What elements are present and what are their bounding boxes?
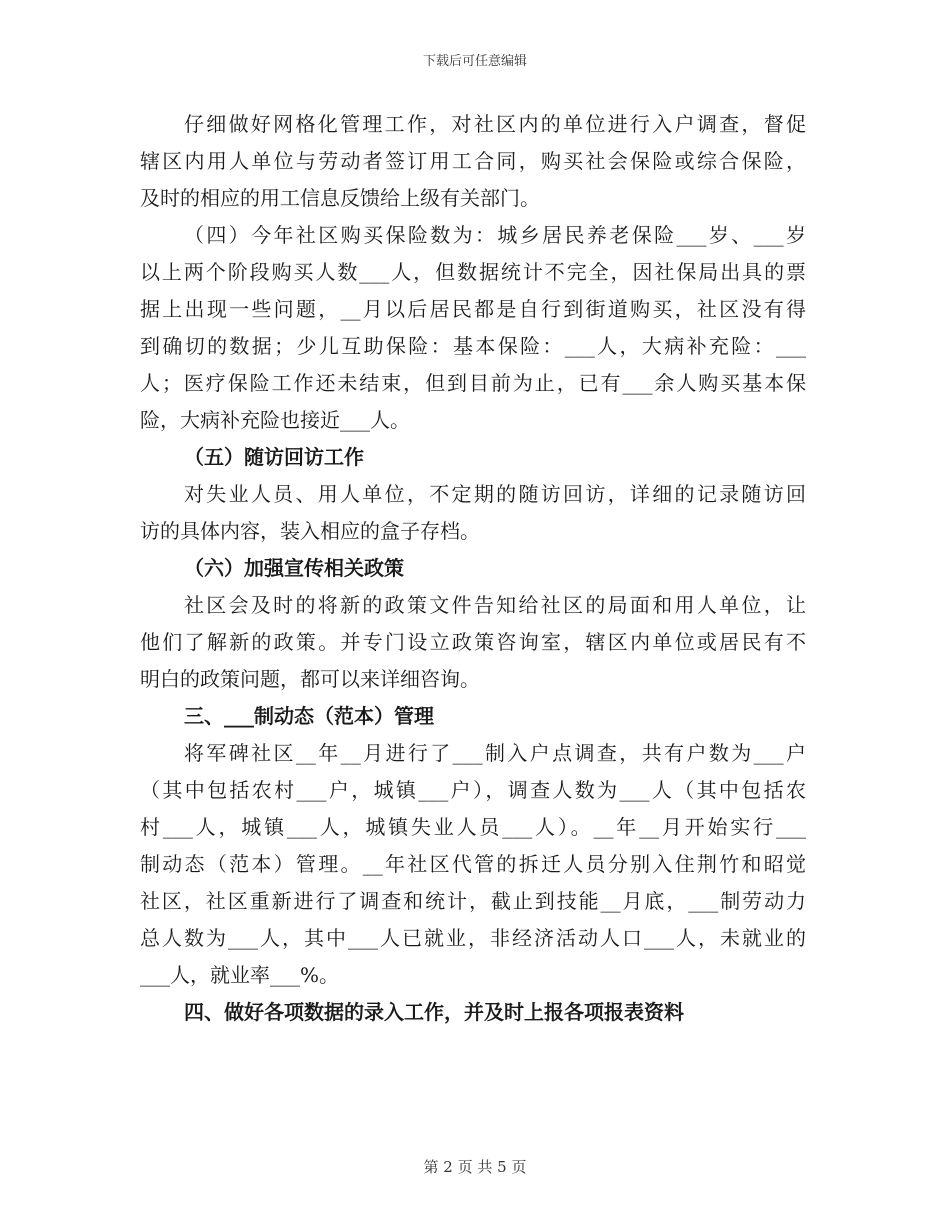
text-line: 以上两个阶段购买人数___人，但数据统计不完全，因社保局出具的票 (140, 260, 806, 284)
text-line: 村___人，城镇___人，城镇失业人员___人）。__年__月开始实行___ (140, 815, 806, 839)
text-line: 总人数为___人，其中___人已就业，非经济活动人口___人，未就业的 (140, 926, 806, 950)
text-line: 访的具体内容，装入相应的盒子存档。 (140, 519, 480, 543)
page-number: 第 2 页 共 5 页 (423, 1158, 527, 1176)
text-line: 仔细做好网格化管理工作，对社区内的单位进行入户调查，督促 (184, 112, 806, 136)
text-line: 他们了解新的政策。并专门设立政策咨询室，辖区内单位或居民有不 (140, 630, 806, 654)
text-line: 制动态（范本）管理。__年社区代管的拆迁人员分别入住荆竹和昭觉 (140, 852, 806, 876)
text-line: 到确切的数据；少儿互助保险：基本保险：___人，大病补充险：___ (140, 334, 806, 358)
section-heading: 三、___制动态（范本）管理 (184, 704, 434, 728)
text-line: 及时的相应的用工信息反馈给上级有关部门。 (140, 186, 540, 210)
text-line: 明白的政策问题，都可以来详细咨询。 (140, 667, 480, 691)
text-line: 对失业人员、用人单位，不定期的随访回访，详细的记录随访回 (184, 482, 806, 506)
section-heading: （五）随访回访工作 (184, 445, 364, 469)
text-line: （四）今年社区购买保险数为：城乡居民养老保险___岁、___岁 (184, 223, 806, 247)
text-line: 社区会及时的将新的政策文件告知给社区的局面和用人单位，让 (184, 593, 806, 617)
text-line: 将军碑社区__年__月进行了___制入户点调查，共有户数为___户 (184, 741, 806, 765)
text-line: 据上出现一些问题，__月以后居民都是自行到街道购买，社区没有得 (140, 297, 806, 321)
text-line: 辖区内用人单位与劳动者签订用工合同，购买社会保险或综合保险， (140, 149, 806, 173)
page-header-note: 下载后可任意编辑 (422, 54, 527, 69)
text-line: 险，大病补充险也接近___人。 (140, 408, 410, 432)
section-heading: 四、做好各项数据的录入工作，并及时上报各项报表资料 (184, 1000, 684, 1024)
text-line: 人；医疗保险工作还未结束，但到目前为止，已有___余人购买基本保 (140, 371, 806, 395)
text-line: （其中包括农村___户，城镇___户），调查人数为___人（其中包括农 (140, 778, 806, 802)
section-heading: （六）加强宣传相关政策 (184, 556, 404, 580)
text-line: 社区，社区重新进行了调查和统计，截止到技能__月底，___制劳动力 (140, 889, 806, 913)
body-text (140, 106, 806, 1031)
text-line: ___人，就业率___%。 (140, 963, 340, 987)
